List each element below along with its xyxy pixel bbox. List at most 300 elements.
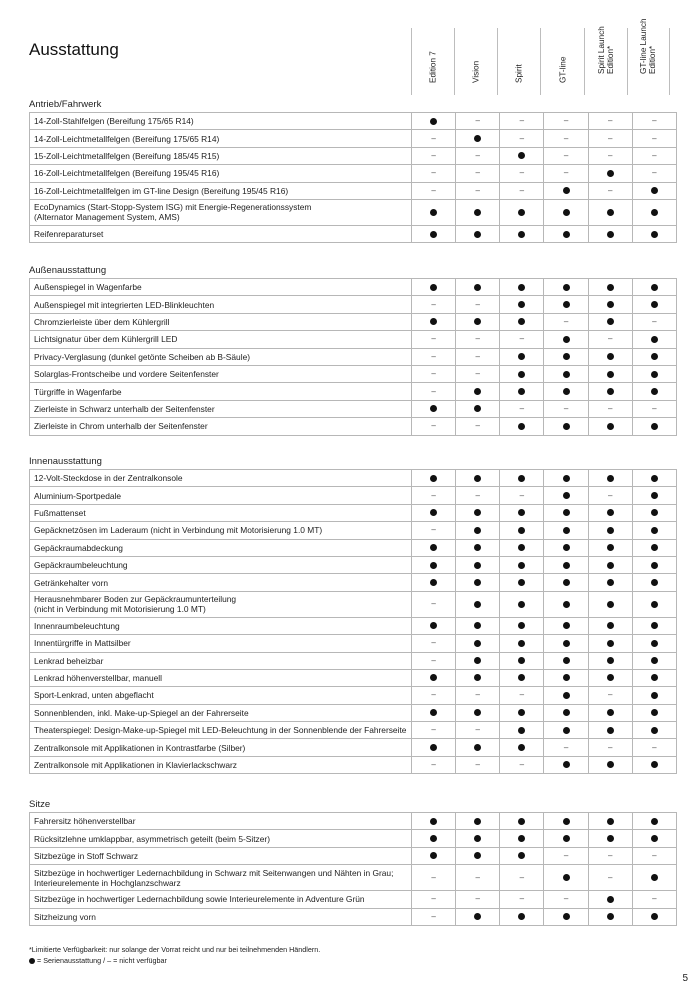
standard-dot-icon [474,388,481,395]
equipment-table [29,112,677,243]
not-available-dash: – [431,490,436,500]
availability-cell [588,313,632,330]
standard-dot-icon [563,835,570,842]
availability-cell [588,591,632,617]
not-available-dash: – [475,168,480,178]
availability-cell [588,617,632,634]
standard-dot-icon [518,544,525,551]
availability-cell [588,225,632,242]
standard-dot-icon [607,896,614,903]
not-available-dash: – [563,168,569,178]
standard-dot-icon [474,209,481,216]
not-available-dash: – [519,185,525,195]
feature-label: Zierleiste in Chrom unterhalb der Seitenfenster [30,418,412,435]
standard-dot-icon [430,744,437,751]
standard-dot-icon [518,727,525,734]
standard-dot-icon [651,544,658,551]
table-row [30,279,677,296]
standard-dot-icon [518,744,525,751]
availability-cell [632,113,676,130]
availability-cell [544,165,588,182]
availability-cell [412,830,456,847]
standard-dot-icon [474,622,481,629]
availability-cell [412,113,456,130]
availability-cell [456,704,500,721]
section-title: Sitze [29,799,51,810]
availability-cell [588,182,632,199]
availability-cell [500,813,544,830]
availability-cell [500,365,544,382]
availability-cell [632,522,676,539]
availability-cell [500,130,544,147]
standard-dot-icon [563,562,570,569]
standard-equipment-dot-icon [29,958,35,964]
feature-label: Lenkrad höhenverstellbar, manuell [30,669,412,686]
availability-cell [632,365,676,382]
availability-cell [588,556,632,573]
standard-dot-icon [607,209,614,216]
availability-cell [544,504,588,521]
standard-dot-icon [430,835,437,842]
availability-cell [588,522,632,539]
availability-cell [632,591,676,617]
availability-cell [500,113,544,130]
availability-cell [588,147,632,164]
not-available-dash: – [563,150,569,160]
availability-cell [544,313,588,330]
not-available-dash: – [652,316,657,326]
standard-dot-icon [563,913,570,920]
availability-cell [588,865,632,891]
standard-dot-icon [607,913,614,920]
standard-dot-icon [518,231,525,238]
availability-cell [632,652,676,669]
not-available-dash: – [431,690,436,700]
availability-cell [544,199,588,225]
availability-cell [412,225,456,242]
column-header-label: Vision [471,60,481,83]
standard-dot-icon [563,674,570,681]
standard-dot-icon [430,562,437,569]
availability-cell [544,891,588,908]
equipment-section [29,455,670,774]
availability-cell [500,908,544,925]
not-available-dash: – [475,725,480,735]
standard-dot-icon [651,353,658,360]
standard-dot-icon [651,301,658,308]
availability-cell [588,365,632,382]
standard-dot-icon [474,562,481,569]
standard-dot-icon [518,475,525,482]
availability-cell [456,113,500,130]
table-row [30,313,677,330]
availability-cell [632,813,676,830]
availability-cell [588,113,632,130]
availability-cell [500,722,544,739]
not-available-dash: – [563,894,569,904]
not-available-dash: – [519,334,525,344]
availability-cell [412,147,456,164]
not-available-dash: – [431,299,436,309]
standard-dot-icon [651,562,658,569]
availability-cell [632,348,676,365]
availability-cell [588,470,632,487]
availability-cell [500,147,544,164]
table-row [30,635,677,652]
standard-dot-icon [474,818,481,825]
feature-label: Zentralkonsole mit Applikationen in Kontrastfarbe (Silber) [30,739,412,756]
not-available-dash: – [431,872,436,882]
standard-dot-icon [607,562,614,569]
availability-cell [544,739,588,756]
not-available-dash: – [431,599,436,609]
standard-dot-icon [607,674,614,681]
table-row [30,722,677,739]
standard-dot-icon [651,371,658,378]
availability-cell [456,669,500,686]
not-available-dash: – [431,638,436,648]
standard-dot-icon [607,527,614,534]
availability-cell [632,147,676,164]
table-row [30,617,677,634]
standard-dot-icon [430,405,437,412]
table-row [30,348,677,365]
availability-cell [500,470,544,487]
standard-dot-icon [518,388,525,395]
availability-cell [544,418,588,435]
standard-dot-icon [607,544,614,551]
availability-cell [456,487,500,504]
availability-cell [412,891,456,908]
standard-dot-icon [518,301,525,308]
standard-dot-icon [651,874,658,881]
feature-label: Getränkehalter vorn [30,574,412,591]
not-available-dash: – [607,133,613,143]
availability-cell [544,813,588,830]
availability-cell [456,813,500,830]
not-available-dash: – [519,168,525,178]
availability-cell [412,400,456,417]
table-row [30,813,677,830]
availability-cell [456,539,500,556]
availability-cell [456,504,500,521]
availability-cell [588,669,632,686]
availability-cell [456,418,500,435]
column-header-label: GT-line [558,56,568,83]
standard-dot-icon [563,527,570,534]
not-available-dash: – [607,150,613,160]
availability-cell [544,556,588,573]
availability-cell [456,687,500,704]
availability-cell [500,225,544,242]
availability-cell [500,539,544,556]
availability-cell [632,847,676,864]
not-available-dash: – [431,894,436,904]
availability-cell [500,891,544,908]
not-available-dash: – [475,150,480,160]
feature-label: 12-Volt-Steckdose in der Zentralkonsole [30,470,412,487]
standard-dot-icon [651,579,658,586]
availability-cell [632,669,676,686]
availability-cell [544,487,588,504]
availability-cell [456,279,500,296]
standard-dot-icon [474,527,481,534]
standard-dot-icon [563,544,570,551]
standard-dot-icon [474,852,481,859]
availability-cell [588,487,632,504]
availability-cell [412,847,456,864]
availability-cell [500,574,544,591]
not-available-dash: – [475,369,480,379]
availability-cell [632,296,676,313]
availability-cell [412,704,456,721]
standard-dot-icon [474,913,481,920]
availability-cell [412,739,456,756]
availability-cell [456,165,500,182]
availability-cell [500,687,544,704]
table-row [30,704,677,721]
section-title: Außenausstattung [29,265,107,276]
feature-label: Rücksitzlehne umklappbar, asymmetrisch geteilt (beim 5-Sitzer) [30,830,412,847]
standard-dot-icon [518,371,525,378]
standard-dot-icon [607,423,614,430]
availability-cell [500,400,544,417]
availability-cell [632,830,676,847]
standard-dot-icon [563,388,570,395]
availability-cell [632,199,676,225]
standard-dot-icon [563,336,570,343]
availability-cell [500,296,544,313]
table-row [30,687,677,704]
availability-cell [412,470,456,487]
not-available-dash: – [431,369,436,379]
availability-cell [544,279,588,296]
availability-cell [500,830,544,847]
table-row [30,522,677,539]
not-available-dash: – [607,850,613,860]
availability-cell [544,865,588,891]
availability-cell [456,556,500,573]
standard-dot-icon [563,301,570,308]
availability-cell [544,617,588,634]
standard-dot-icon [430,852,437,859]
availability-cell [588,504,632,521]
not-available-dash: – [563,850,569,860]
availability-cell [544,847,588,864]
standard-dot-icon [518,318,525,325]
not-available-dash: – [431,334,436,344]
availability-cell [588,652,632,669]
standard-dot-icon [518,852,525,859]
standard-dot-icon [607,709,614,716]
feature-label: Fahrersitz höhenverstellbar [30,813,412,830]
availability-cell [412,908,456,925]
availability-cell [412,652,456,669]
availability-cell [456,313,500,330]
table-row [30,383,677,400]
feature-label: Lichtsignatur über dem Kühlergrill LED [30,331,412,348]
availability-cell [456,652,500,669]
availability-cell [456,830,500,847]
availability-cell [632,504,676,521]
not-available-dash: – [475,894,480,904]
table-row [30,418,677,435]
standard-dot-icon [474,709,481,716]
feature-label: Sitzheizung vorn [30,908,412,925]
section-title: Innenausstattung [29,456,102,467]
availability-cell [544,652,588,669]
column-header [411,28,454,95]
table-row [30,847,677,864]
availability-cell [588,813,632,830]
availability-cell [632,722,676,739]
availability-cell [500,165,544,182]
feature-label: Lenkrad beheizbar [30,652,412,669]
footnote [29,944,320,966]
column-header [497,28,540,95]
availability-cell [632,487,676,504]
standard-dot-icon [563,640,570,647]
availability-cell [412,591,456,617]
not-available-dash: – [652,742,657,752]
feature-label: EcoDynamics (Start-Stopp-System ISG) mit Energie-Regenerationssystem (Alternator Management System, AMS) [30,199,412,225]
availability-cell [412,865,456,891]
feature-label: Innenraumbeleuchtung [30,617,412,634]
standard-dot-icon [563,284,570,291]
availability-cell [632,865,676,891]
availability-cell [500,756,544,773]
standard-dot-icon [651,622,658,629]
feature-label: Sitzbezüge in hochwertiger Ledernachbildung sowie Interieurelemente in Adventure Grün [30,891,412,908]
availability-cell [456,400,500,417]
legend-text: = Serienausstattung / – = nicht verfügbar [37,956,167,965]
availability-cell [412,722,456,739]
standard-dot-icon [518,657,525,664]
availability-cell [632,556,676,573]
standard-dot-icon [563,231,570,238]
availability-cell [456,739,500,756]
table-row [30,165,677,182]
feature-label: 16-Zoll-Leichtmetallfelgen im GT-line Design (Bereifung 195/45 R16) [30,182,412,199]
availability-cell [456,365,500,382]
standard-dot-icon [518,509,525,516]
availability-cell [544,756,588,773]
standard-dot-icon [651,761,658,768]
feature-label: Innentürgriffe in Mattsilber [30,635,412,652]
feature-label: Außenspiegel mit integrierten LED-Blinkleuchten [30,296,412,313]
availability-cell [632,165,676,182]
availability-cell [456,908,500,925]
column-header [454,28,497,95]
standard-dot-icon [651,492,658,499]
standard-dot-icon [563,423,570,430]
standard-dot-icon [651,231,658,238]
equipment-section [29,98,670,243]
availability-cell [456,756,500,773]
standard-dot-icon [651,209,658,216]
availability-cell [412,539,456,556]
availability-cell [412,635,456,652]
availability-cell [544,591,588,617]
not-available-dash: – [607,690,613,700]
standard-dot-icon [474,318,481,325]
availability-cell [544,704,588,721]
availability-cell [412,556,456,573]
availability-cell [412,487,456,504]
availability-cell [500,617,544,634]
column-header-label: Spirit [514,64,524,83]
availability-cell [632,313,676,330]
table-row [30,199,677,225]
standard-dot-icon [474,835,481,842]
column-header [627,18,670,95]
not-available-dash: – [475,760,480,770]
page-number: 5 [682,973,688,984]
table-row [30,331,677,348]
not-available-dash: – [431,525,436,535]
standard-dot-icon [518,709,525,716]
standard-dot-icon [607,818,614,825]
availability-cell [544,669,588,686]
equipment-section [29,798,670,926]
feature-label: Gepäckraumabdeckung [30,539,412,556]
standard-dot-icon [651,388,658,395]
table-row [30,470,677,487]
availability-cell [500,279,544,296]
not-available-dash: – [607,490,613,500]
standard-dot-icon [474,640,481,647]
availability-cell [632,739,676,756]
availability-cell [544,400,588,417]
availability-cell [632,908,676,925]
not-available-dash: – [607,872,613,882]
standard-dot-icon [651,913,658,920]
availability-cell [456,574,500,591]
standard-dot-icon [518,622,525,629]
availability-cell [632,130,676,147]
standard-dot-icon [474,657,481,664]
standard-dot-icon [651,336,658,343]
availability-cell [632,617,676,634]
standard-dot-icon [518,818,525,825]
standard-dot-icon [474,544,481,551]
availability-cell [456,331,500,348]
availability-cell [588,830,632,847]
not-available-dash: – [563,316,569,326]
standard-dot-icon [430,709,437,716]
availability-cell [588,279,632,296]
availability-cell [588,400,632,417]
standard-dot-icon [474,475,481,482]
standard-dot-icon [430,579,437,586]
standard-dot-icon [607,509,614,516]
standard-dot-icon [518,835,525,842]
standard-dot-icon [563,874,570,881]
not-available-dash: – [431,655,436,665]
availability-cell [544,296,588,313]
feature-label: Theaterspiegel: Design-Make-up-Spiegel mit LED-Beleuchtung in der Sonnenblende der Fahrerseite [30,722,412,739]
column-header [540,28,583,95]
availability-cell [456,225,500,242]
standard-dot-icon [430,475,437,482]
availability-cell [412,365,456,382]
availability-cell [632,539,676,556]
availability-cell [500,383,544,400]
feature-label: 15-Zoll-Leichtmetallfelgen (Bereifung 185/45 R15) [30,147,412,164]
standard-dot-icon [563,509,570,516]
standard-dot-icon [607,231,614,238]
availability-cell [588,539,632,556]
